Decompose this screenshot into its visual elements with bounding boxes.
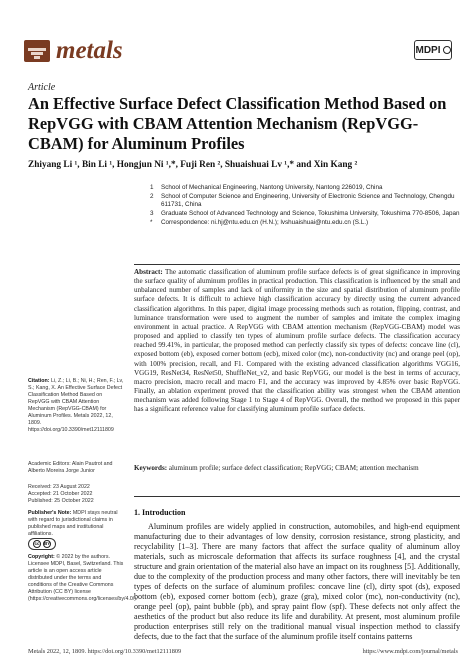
introduction-text: Aluminum profiles are widely applied in construction, automobiles, and high-end equipment manufacturing due to their advantages of low density, corrosion resistance, strong plasticity, and recyclability [1–3]. There are many factors that affect the surface quality of aluminum alloy materials, such as microscale deformation that affects its surface roughness [4], and the crystal structure and grain orientation of the material also have an impact on its roughness [5]. Additionally, due to the complexity of the production process and many other factors, there will inevitably be ten types of defects on the surface of aluminum profiles: concave line (cl), dirty spot (ds), exposed bottom (eb), exposed corner bottom (ecb), graze (gra), mixed color (mc), non-conductivity (nc), orange peel (op), paint bubble (pb), and spray paint flow (spf). These defects not only affect the aesthetics of the product but also reduce its life and durability. At present, most aluminum profile production enterprises still rely on the traditional manual visual inspection method to classify defects, due to the fact that the surface of the aluminum profile itself contains patterns xyxy=(134,522,460,641)
footer-citation: Metals 2022, 12, 1809. https://doi.org/10.3390/met12111809 xyxy=(28,648,182,655)
received-date: Received: 23 August 2022 xyxy=(28,484,90,490)
cc-by-icon: BY xyxy=(44,541,51,546)
section-heading: 1. Introduction xyxy=(134,508,186,517)
accepted-date: Accepted: 21 October 2022 xyxy=(28,491,93,497)
citation-text: Li, Z.; Li, B.; Ni, H.; Ren, F.; Lv, S.; Kang, X. An Effective Surface Defect Classification Method Based on RepVGG with CBAM Attention Mechanism (RepVGG-CBAM) for Aluminum Profiles. Metals 2022, 12, 1809. https://doi.org/10.3390/met12111809 xyxy=(28,378,124,433)
divider xyxy=(134,264,460,265)
dates-block xyxy=(28,484,124,505)
article-type: Article xyxy=(28,82,56,93)
affiliation-item xyxy=(150,193,460,209)
paper-title: An Effective Surface Defect Classification Method Based on RepVGG with CBAM Attention Mechanism (RepVGG-CBAM) for Aluminum Profiles xyxy=(28,94,447,153)
affiliation-text: School of Mechanical Engineering, Nantong University, Nantong 226019, China xyxy=(161,184,383,191)
journal-name: metals xyxy=(56,37,123,64)
affiliation-number: 2 xyxy=(150,193,154,200)
affiliations xyxy=(150,184,460,228)
affiliation-item xyxy=(150,184,460,192)
affiliation-number: * xyxy=(150,219,153,226)
publisher-note xyxy=(28,510,124,538)
citation-label: Citation: xyxy=(28,378,50,384)
author-list: Zhiyang Li ¹, Bin Li ¹, Hongjun Ni ¹,*, Fuji Ren ², Shuaishuai Lv ¹,* and Xin Kang ² xyxy=(28,160,358,170)
keywords-label: Keywords: xyxy=(134,464,168,472)
abstract-text: The automatic classification of aluminum profile surface defects is of great significance in improving the surface quality of aluminum profiles in practical production. This classification is influenced by the small and unbalanced number of samples and lack of uniformity in the size and spatial distribution of aluminum profile surface defects. It is difficult to achieve high classification accuracy by directly using the current advanced classification algorithms. In this paper, digital image processing methods such as rotation, flipping, contrast, and luminance transformation were used to augment the number of samples and imitate the complex imaging environment in actual practice. A RepVGG with CBAM attention mechanism (RepVGG-CBAM) model was proposed and applied to classify ten types of aluminum profile surface defects. The classification accuracy reached 99.41%, in particular, the proposed method can perfectly classify six types of defects: concave line (cl), exposed bottom (eb), exposed corner bottom (ecb), mixed color (mc), non-conductivity (nc) and orange peel (op), with 100% precision, recall, and F1. Compared with the existing advanced classification algorithms VGG16, VGG19, ResNet34, ResNet50, ShuffleNet_v2, and basic RepVGG, our model is the best in terms of accuracy, macro precision, macro recall and macro F1, and the accuracy was improved by 4.85% over basic RepVGG. Finally, an ablation experiment proved that the classification ability was strongest when the CBAM attention mechanism was added following Stage 1 to Stage 4 of RepVGG. Overall, the method we proposed in this paper has a significant reference value for classifying aluminum profile surface defects. xyxy=(134,268,460,414)
journal-logo-icon xyxy=(24,40,50,62)
copyright-block xyxy=(28,554,138,603)
abstract xyxy=(134,268,460,415)
cc-license-badge xyxy=(28,538,56,550)
correspondence-text: Correspondence: ni.hj@ntu.edu.cn (H.N.); lvshuaishuai@ntu.edu.cn (S.L.) xyxy=(161,219,369,226)
academic-editors: Academic Editors: Alain Pautrot and Alberto Moreira Jorge Junior xyxy=(28,461,113,474)
affiliation-item xyxy=(150,210,460,218)
publisher-logo xyxy=(414,40,452,60)
footer-journal-link[interactable]: https://www.mdpi.com/journal/metals xyxy=(362,648,458,655)
affiliation-text: School of Computer Science and Engineering, University of Electronic Science and Technology, Chengdu 611731, China xyxy=(161,193,455,208)
keywords-text: aluminum profile; surface defect classification; RepVGG; CBAM; attention mechanism xyxy=(168,464,419,472)
copyright-label: Copyright: xyxy=(28,554,55,560)
published-date: Published: 25 October 2022 xyxy=(28,498,94,504)
affiliation-number: 1 xyxy=(150,184,154,191)
abstract-label: Abstract: xyxy=(134,268,163,276)
cc-icon: cc xyxy=(34,541,40,546)
affiliation-number: 3 xyxy=(150,210,154,217)
publisher-note-label: Publisher's Note: xyxy=(28,510,72,516)
divider xyxy=(134,496,460,497)
publisher-note-text: MDPI stays neutral with regard to jurisdictional claims in published maps and institutional affiliations. xyxy=(28,510,118,537)
keywords xyxy=(134,464,460,473)
affiliation-item xyxy=(150,219,460,227)
copyright-text: © 2022 by the authors. Licensee MDPI, Basel, Switzerland. This article is an open access article distributed under the terms and conditions of the Creative Commons Attribution (CC BY) license (https://creativecommons.org/licenses/by/4.0/). xyxy=(28,554,138,602)
citation-block xyxy=(28,378,124,434)
affiliation-text: Graduate School of Advanced Technology and Science, Tokushima University, Tokushima 770-8506, Japan xyxy=(161,210,460,217)
publisher-name: MDPI xyxy=(415,44,441,56)
publisher-mark-icon xyxy=(443,46,451,54)
